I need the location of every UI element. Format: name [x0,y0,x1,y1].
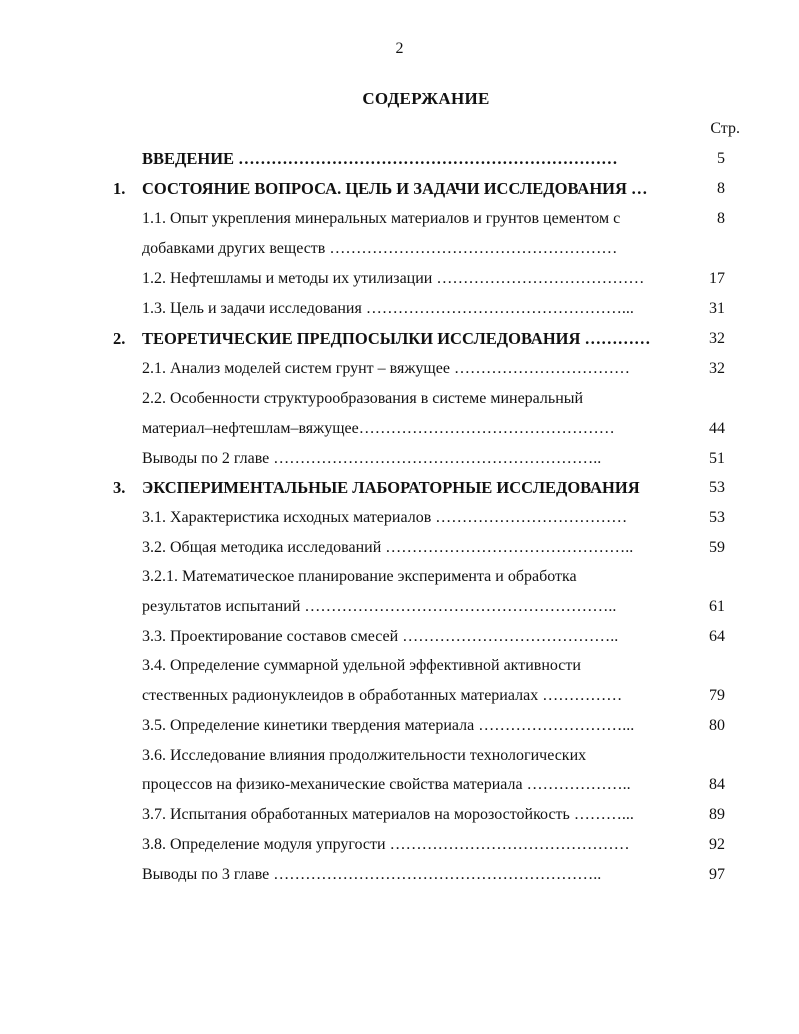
toc-entry[interactable] [142,562,620,592]
toc-entry-page: 89 [709,806,725,823]
toc-entry[interactable] [142,770,680,800]
toc-entry-page: 64 [709,628,725,645]
toc-entry[interactable] [142,711,684,741]
toc-entry-text: 3.2.1. Математическое планирование эксперимента и обработка [142,568,577,585]
toc-entry-text: 3.8. Определение модуля упругости ……………………………………… [142,836,630,853]
toc-entry-text: стественных радионуклеидов в обработанных материалах …………… [142,687,623,704]
toc-entry[interactable] [142,324,682,354]
toc-entry-text: 3.6. Исследование влияния продолжительности технологических [142,747,587,764]
toc-entry-text: процессов на физико-механические свойства материала ……………….. [142,776,631,793]
toc-entry-text: результатов испытаний ………………………………………………….. [142,598,617,615]
toc-entry-page: 17 [709,270,725,287]
toc-entry-text: материал–нефтешлам–вяжущее………………………………………… [142,420,615,437]
toc-entry[interactable] [142,592,683,622]
toc-entry[interactable] [142,414,662,444]
toc-entry-number: 2. [113,329,126,348]
toc-entry-text: 3.2. Общая методика исследований ……………………………………….. [142,539,634,556]
toc-entry-page: 51 [709,450,725,467]
toc-entry-page: 5 [717,150,725,167]
page-number: 2 [395,40,404,57]
toc-entry-page: 31 [709,300,725,317]
page-column-header: Стр. [710,120,740,137]
toc-entry[interactable] [142,174,682,204]
toc-entry[interactable] [142,354,682,384]
toc-entry[interactable] [142,234,685,264]
toc-entry-page: 92 [709,836,725,853]
toc-entry[interactable] [142,830,683,860]
toc-entry[interactable] [142,294,683,324]
toc-entry[interactable] [142,444,683,474]
toc-entry[interactable] [142,651,624,681]
toc-entry-text: 3.5. Определение кинетики твердения материала ………………………... [142,717,635,734]
toc-entry-page: 84 [709,776,725,793]
toc-entry-text: ВВЕДЕНИЕ …………………………………………………………… [142,149,618,168]
toc-entry[interactable] [142,800,683,830]
toc-entry-number: 3. [113,478,126,497]
toc-entry[interactable] [142,860,683,890]
toc-entry-page: 8 [717,210,725,227]
toc-entry-text: СОСТОЯНИЕ ВОПРОСА. ЦЕЛЬ И ЗАДАЧИ ИССЛЕДОВАНИЯ … [142,179,648,198]
toc-entry-text: 3.7. Испытания обработанных материалов на морозостойкость ………... [142,806,634,823]
toc-entry-text: 2.1. Анализ моделей систем грунт – вяжущее …………………………… [142,360,630,377]
toc-entry[interactable] [142,681,672,711]
toc-entry-text: 3.1. Характеристика исходных материалов ……………………………… [142,509,628,526]
toc-entry[interactable] [142,622,683,652]
toc-title: СОДЕРЖАНИЕ [362,89,490,108]
toc-entry-text: 1.1. Опыт укрепления минеральных материалов и грунтов цементом с [142,210,621,227]
toc-entry[interactable] [142,264,677,294]
toc-entry-number: 1. [113,179,126,198]
toc-entry-page: 53 [709,509,725,526]
toc-entry-text: 1.2. Нефтешламы и методы их утилизации ………………………………… [142,270,645,287]
toc-entry-page: 79 [709,687,725,704]
toc-entry-page: 59 [709,539,725,556]
toc-entry-text: 1.3. Цель и задачи исследования …………………………………………... [142,300,634,317]
toc-entry-text: ЭКСПЕРИМЕНТАЛЬНЫЕ ЛАБОРАТОРНЫЕ ИССЛЕДОВАНИЯ [142,478,640,497]
toc-entry-text: 3.3. Проектирование составов смесей ………………………………….. [142,628,619,645]
toc-entry-page: 80 [709,717,725,734]
toc-entry-page: 97 [709,866,725,883]
toc-entry[interactable] [142,384,628,414]
toc-entry[interactable] [142,473,678,503]
toc-entry-page: 53 [709,479,725,496]
toc-entry-text: 2.2. Особенности структурообразования в системе минеральный [142,390,584,407]
toc-entry[interactable] [142,503,683,533]
toc-entry-text: 3.4. Определение суммарной удельной эффективной активности [142,657,581,674]
toc-entry-text: добавками других веществ ……………………………………………… [142,240,618,257]
toc-entry-text: ТЕОРЕТИЧЕСКИЕ ПРЕДПОСЫЛКИ ИССЛЕДОВАНИЯ ………… [142,329,651,348]
toc-entry[interactable] [142,204,685,234]
toc-entry[interactable] [142,533,683,563]
toc-entry-page: 61 [709,598,725,615]
toc-entry-text: Выводы по 2 главе …………………………………………………….. [142,450,602,467]
toc-entry-page: 8 [717,180,725,197]
toc-entry-page: 32 [709,330,725,347]
toc-entry[interactable] [142,144,682,174]
toc-entry-page: 32 [709,360,725,377]
toc-entry-text: Выводы по 3 главе …………………………………………………….. [142,866,602,883]
toc-entry[interactable] [142,741,627,771]
toc-entry-page: 44 [709,420,725,437]
